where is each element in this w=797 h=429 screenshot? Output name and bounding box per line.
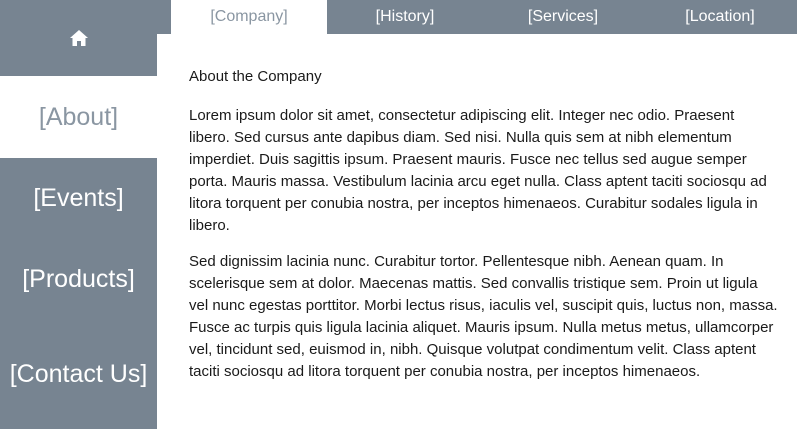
tab-services[interactable] (483, 0, 643, 34)
sidebar-item-contact-us-label: [Contact Us] (9, 359, 148, 388)
sidebar-item-events[interactable] (0, 158, 157, 239)
tab-bar (157, 0, 797, 34)
sidebar-item-events-label: [Events] (33, 184, 124, 212)
tab-location[interactable] (643, 0, 797, 34)
home-icon (69, 29, 89, 47)
sidebar-item-products-label: [Products] (22, 264, 135, 293)
page-heading: About the Company (189, 68, 322, 85)
tab-company[interactable] (171, 0, 327, 34)
paragraph-1: Lorem ipsum dolor sit amet, consectetur adipiscing elit. Integer nec odio. Praesent libero. Sed cursus ante dapibus diam. Sed nisi. Nulla quis sem at nibh elementum imperdiet. Duis sagittis ipsum. Praesent mauris. Fusce nec tellus sed augue semper porta. Mauris massa. Vestibulum lacinia arcu eget nulla. Class aptent taciti sociosqu ad litora torquent per conubia nostra, per inceptos himenaeos. Curabitur sodales ligula in libero. (189, 107, 767, 234)
tab-history[interactable] (327, 0, 483, 34)
main-content (189, 66, 779, 397)
sidebar-nav (0, 0, 157, 429)
tab-location-label: [Location] (685, 8, 755, 25)
sidebar-item-about[interactable] (0, 76, 157, 158)
sidebar-item-home[interactable] (0, 0, 157, 76)
sidebar-item-contact-us[interactable] (0, 319, 157, 429)
tab-company-label: [Company] (210, 8, 288, 25)
sidebar-item-about-label: [About] (38, 102, 119, 131)
tab-services-label: [Services] (527, 8, 599, 25)
paragraph-2: Sed dignissim lacinia nunc. Curabitur tortor. Pellentesque nibh. Aenean quam. In scelerisque sem at dolor. Maecenas mattis. Sed convallis tristique sem. Proin ut ligula vel nunc egestas porttitor. Morbi lectus risus, iaculis vel, suscipit quis, luctus non, massa. Fusce ac turpis quis ligula lacinia aliquet. Mauris ipsum. Nulla metus metus, ullamcorper vel, tincidunt sed, euismod in, nibh. Quisque volutpat condimentum velit. Class aptent taciti sociosqu ad litora torquent per conubia nostra, per inceptos himenaeos. (189, 253, 778, 380)
tab-history-label: [History] (375, 8, 435, 25)
sidebar-item-products[interactable] (0, 239, 157, 319)
